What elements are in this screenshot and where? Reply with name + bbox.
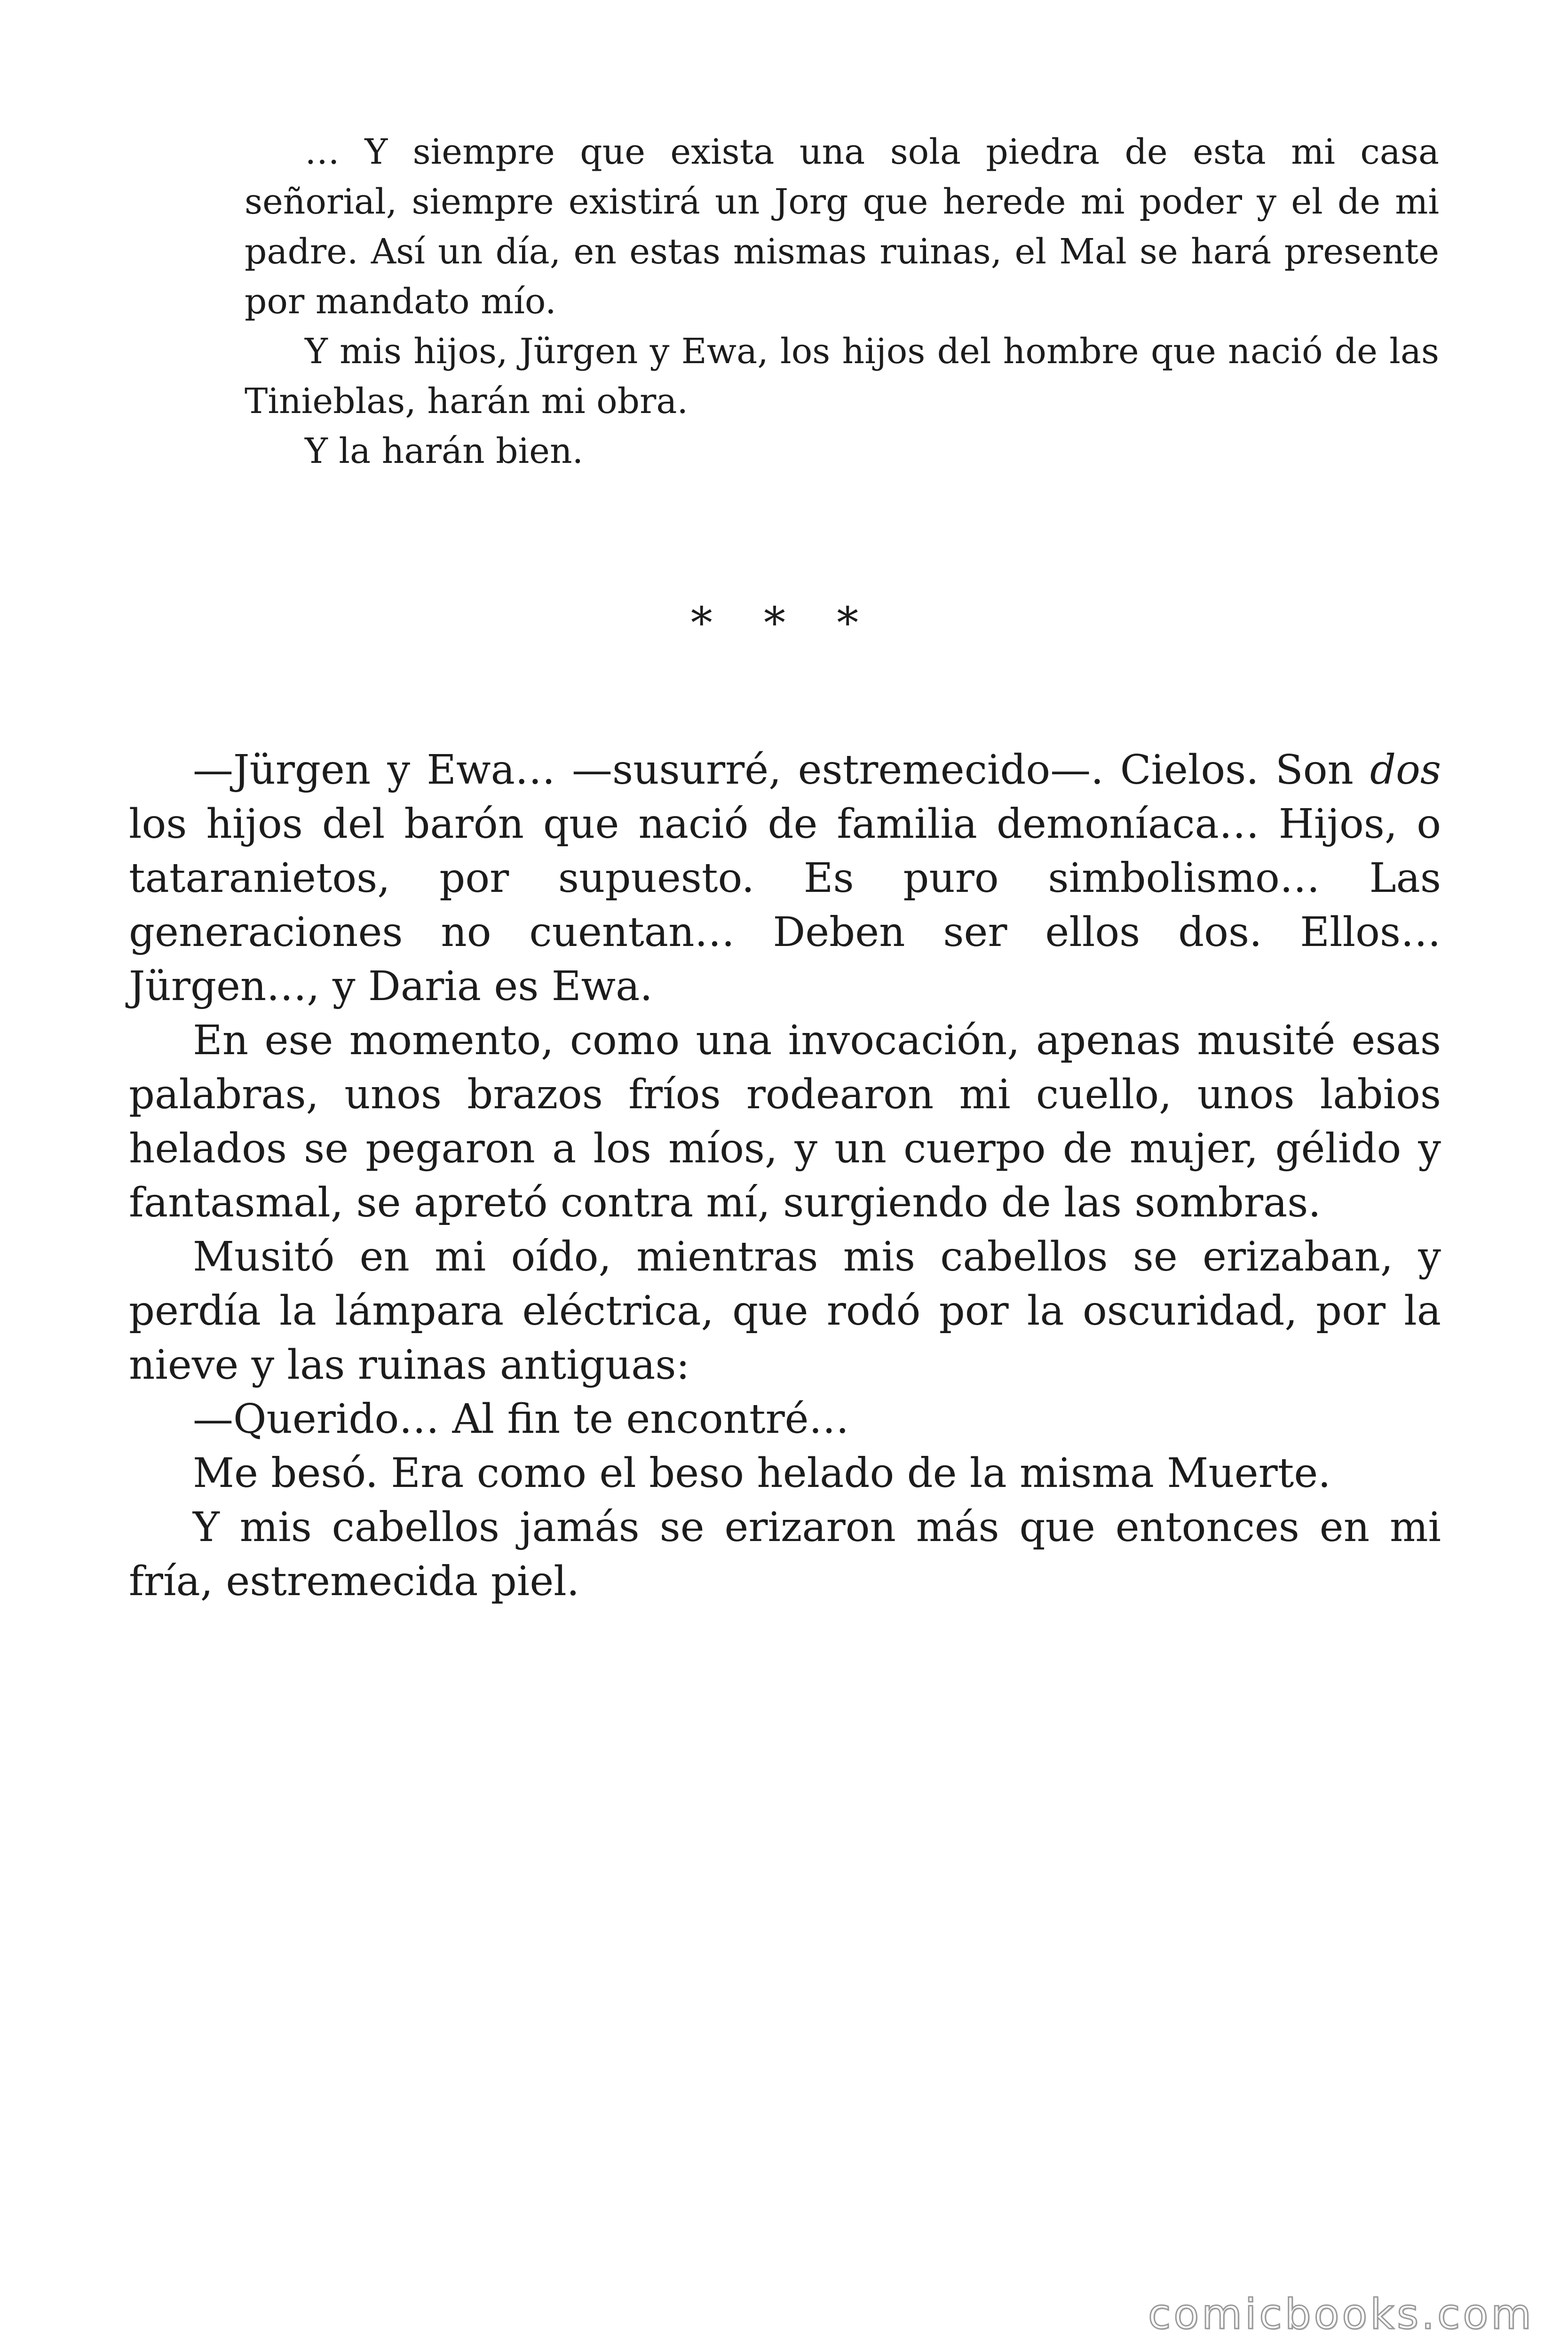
narrative-paragraph: —Querido… Al fin te encontré… xyxy=(193,1396,849,1443)
narrative-paragraph: Me besó. Era como el beso helado de la misma Muerte. xyxy=(193,1450,1331,1497)
narrative-paragraph: Y mis cabellos jamás se erizaron más que entonces en mi fría, estremecida piel. xyxy=(129,1504,1441,1605)
narrative-paragraph xyxy=(129,743,1441,1014)
narrative-paragraph: Musitó en mi oído, mientras mis cabellos se erizaban, y perdía la lámpara eléctrica, que rodó por la oscuridad, por la nieve y las ruinas antiguas: xyxy=(129,1233,1441,1389)
letter-paragraph: Y mis hijos, Jürgen y Ewa, los hijos del hombre que nació de las Tinieblas, harán mi obra. xyxy=(245,331,1439,421)
section-separator: * * * xyxy=(690,598,878,648)
letter-paragraph: … Y siempre que exista una sola piedra de esta mi casa señorial, siempre existirá un Jorg que herede mi poder y el de mi padre. Así un día, en estas mismas ruinas, el Mal se hará presente por mandato mío. xyxy=(245,132,1439,322)
letter-paragraph: Y la harán bien. xyxy=(305,431,584,471)
narrative-text-run: —Jürgen y Ewa… —susurré, estremecido—. Cielos. Son xyxy=(193,747,1370,794)
narrative-text-run: los hijos del barón que nació de familia demoníaca… Hijos, o tataranietos, por supuesto. Es puro simbolismo… Las generaciones no cuentan… Deben ser ellos dos. Ellos… Jürgen…, y Daria es Ewa. xyxy=(129,801,1441,1010)
quoted-letter xyxy=(245,127,1439,476)
narrative-text xyxy=(129,743,1441,1609)
site-watermark: comicbooks.com xyxy=(1148,2290,1534,2338)
narrative-paragraph: En ese momento, como una invocación, apenas musité esas palabras, unos brazos fríos rodearon mi cuello, unos labios helados se pegaron a los míos, y un cuerpo de mujer, gélido y fantasmal, se apretó contra mí, surgiendo de las sombras. xyxy=(129,1017,1441,1226)
italic-emphasis: dos xyxy=(1370,747,1441,794)
